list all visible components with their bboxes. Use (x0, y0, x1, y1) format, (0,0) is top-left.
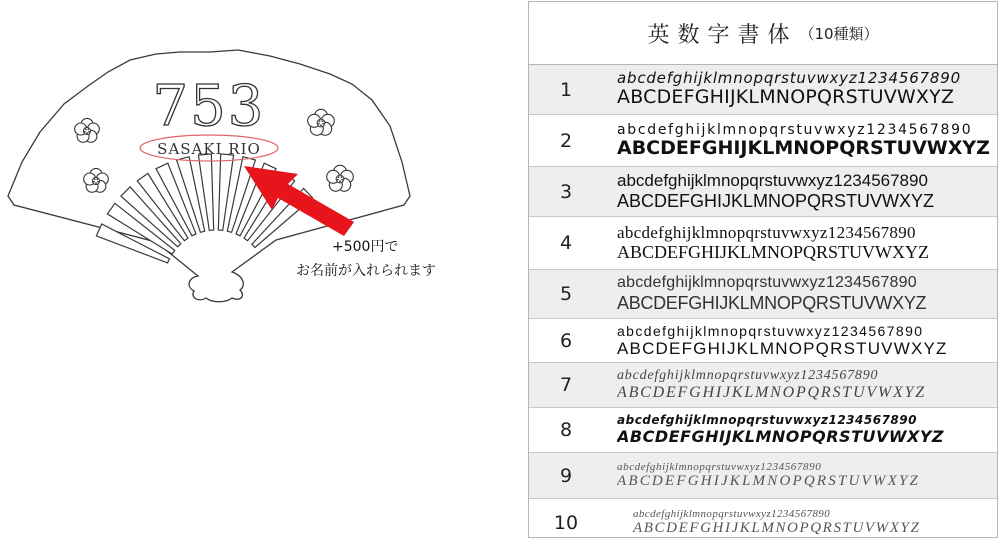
font-sample (617, 319, 993, 362)
lowercase-sample: abcdefghijklmnopqrstuvwxyz1234567890 (617, 171, 928, 191)
uppercase-sample: ABCDEFGHIJKLMNOPQRSTUVWXYZ (617, 190, 935, 211)
uppercase-sample: ABCDEFGHIJKLMNOPQRSTUVWXYZ (633, 520, 921, 537)
lowercase-sample: abcdefghijklmnopqrstuvwxyz1234567890 (617, 322, 924, 339)
font-sample (617, 270, 993, 318)
uppercase-sample: ABCDEFGHIJKLMNOPQRSTUVWXYZ (617, 338, 948, 358)
font-number: 2 (559, 129, 573, 152)
font-row-3 (529, 167, 997, 217)
note-line2: お名前が入れられます (296, 263, 436, 279)
font-row-5 (529, 270, 997, 319)
lowercase-sample: abcdefghijklmnopqrstuvwxyz1234567890 (617, 412, 917, 427)
font-number: 6 (559, 329, 573, 352)
font-sample (617, 408, 993, 452)
plum-flower-icon (75, 118, 100, 142)
fan-number: 753 (152, 74, 266, 139)
uppercase-sample: ABCDEFGHIJKLMNOPQRSTUVWXYZ (617, 426, 945, 446)
font-sample (617, 115, 993, 166)
font-sample (617, 453, 993, 498)
fan-name: SASAKI RIO (157, 140, 261, 158)
font-number: 7 (559, 374, 573, 396)
font-number: 8 (559, 419, 573, 441)
plum-flower-icon (327, 165, 354, 191)
note-line1: +500円で (332, 239, 399, 255)
font-sample (617, 363, 993, 407)
font-sample (617, 167, 993, 216)
font-row-10 (529, 499, 997, 546)
lowercase-sample: abcdefghijklmnopqrstuvwxyz1234567890 (617, 68, 961, 87)
lowercase-sample: abcdefghijklmnopqrstuvwxyz1234567890 (633, 507, 831, 520)
font-number: 10 (553, 511, 579, 534)
table-header (529, 2, 997, 65)
font-number: 4 (559, 232, 573, 254)
font-sample (617, 217, 993, 269)
fan-ribs (96, 154, 312, 263)
font-row-1 (529, 65, 997, 115)
table-title: 英数字書体 (647, 22, 798, 48)
font-number: 9 (559, 464, 573, 487)
plum-flower-icon (308, 109, 335, 135)
font-sample (617, 65, 993, 114)
lowercase-sample: abcdefghijklmnopqrstuvwxyz1234567890 (617, 274, 917, 292)
font-sample (617, 499, 993, 546)
uppercase-sample: ABCDEFGHIJKLMNOPQRSTUVWXYZ (617, 242, 930, 263)
plum-flower-icon (84, 168, 109, 192)
font-row-2 (529, 115, 997, 167)
lowercase-sample: abcdefghijklmnopqrstuvwxyz1234567890 (617, 367, 879, 383)
font-row-4 (529, 217, 997, 270)
table-subtitle: （10種類） (799, 24, 879, 43)
font-number: 5 (559, 283, 573, 305)
font-row-9 (529, 453, 997, 499)
font-number: 3 (559, 180, 573, 203)
uppercase-sample: ABCDEFGHIJKLMNOPQRSTUVWXYZ (617, 292, 927, 313)
font-number: 1 (559, 78, 573, 101)
uppercase-sample: ABCDEFGHIJKLMNOPQRSTUVWXYZ (617, 473, 921, 490)
uppercase-sample: ABCDEFGHIJKLMNOPQRSTUVWXYZ (617, 86, 955, 109)
font-row-6 (529, 319, 997, 363)
uppercase-sample: ABCDEFGHIJKLMNOPQRSTUVWXYZ (617, 136, 990, 159)
font-row-8 (529, 408, 997, 453)
lowercase-sample: abcdefghijklmnopqrstuvwxyz1234567890 (617, 460, 822, 473)
uppercase-sample: ABCDEFGHIJKLMNOPQRSTUVWXYZ (617, 383, 927, 401)
font-row-7 (529, 363, 997, 408)
lowercase-sample: abcdefghijklmnopqrstuvwxyz1234567890 (617, 222, 916, 242)
font-table (528, 1, 998, 538)
lowercase-sample: abcdefghijklmnopqrstuvwxyz1234567890 (617, 121, 973, 138)
font-rows (529, 65, 997, 546)
